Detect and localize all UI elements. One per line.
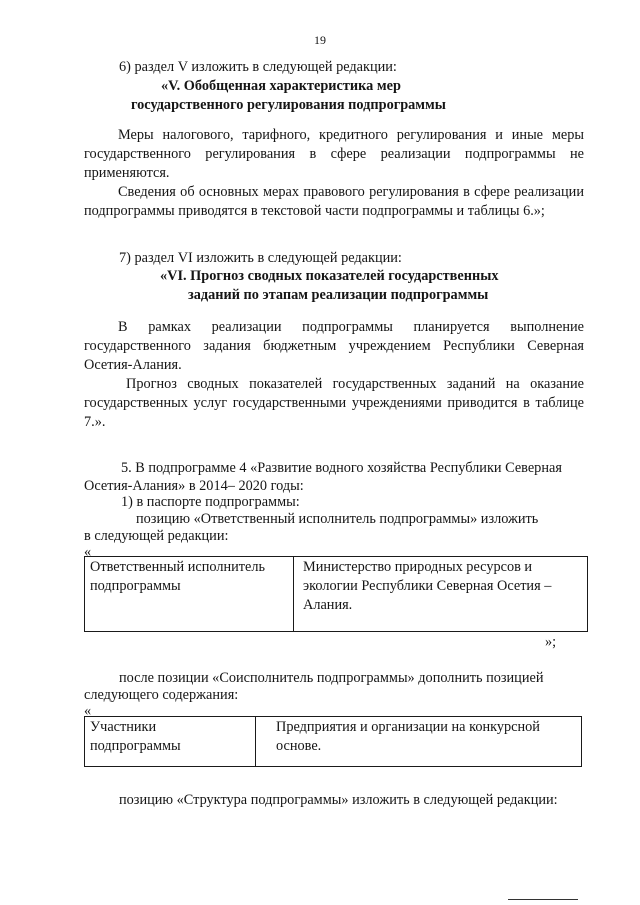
after-position-line1: после позиции «Соисполнитель подпрограммы» дополнить позицией <box>119 670 544 686</box>
table2-left-cell: Участники подпрограммы <box>85 717 256 767</box>
table2-right-cell: Предприятия и организации на конкурсной основе. <box>256 717 582 767</box>
item5-line1: 5. В подпрограмме 4 «Развитие водного хозяйства Республики Северная <box>121 460 562 476</box>
section6-intro: 6) раздел V изложить в следующей редакции: <box>119 59 397 75</box>
table1-closing: »; <box>545 634 557 650</box>
table2-open-quote: « <box>84 703 92 719</box>
responsible-executor-table <box>84 556 588 632</box>
item5-line2: Осетия-Алания» в 2014– 2020 годы: <box>84 478 304 494</box>
page-number: 19 <box>314 33 326 47</box>
item5-line5: в следующей редакции: <box>84 528 229 544</box>
structure-position-line: позицию «Структура подпрограммы» изложить в следующей редакции: <box>119 792 558 808</box>
section7-paragraph-1: В рамках реализации подпрограммы планируется выполнение государственного задания бюджетным учреждением Республики Северная Осетия-Алания. <box>84 319 584 373</box>
table1-left-cell: Ответственный исполнитель подпрограммы <box>85 557 294 632</box>
section7-intro: 7) раздел VI изложить в следующей редакции: <box>119 250 402 266</box>
section7-paragraph-2: Прогноз сводных показателей государственных заданий на оказание государственных услуг государственными учреждениями приводится в таблице 7.». <box>84 376 584 430</box>
table1-right-cell: Министерство природных ресурсов и экологии Республики Северная Осетия – Алания. <box>294 557 588 632</box>
section6-paragraph-2: Сведения об основных мерах правового регулирования в сфере реализации подпрограммы приводятся в текстовой части подпрограммы и таблицы 6.»; <box>84 184 584 219</box>
after-position-line2: следующего содержания: <box>84 687 239 703</box>
item5-line3: 1) в паспорте подпрограммы: <box>121 494 300 510</box>
section6-paragraph-1: Меры налогового, тарифного, кредитного регулирования и иные меры государственного регулирования в сфере реализации подпрограммы не применяются. <box>84 127 584 181</box>
section6-heading-line2: государственного регулирования подпрограммы <box>131 97 446 113</box>
table1-open-quote: « <box>84 544 92 560</box>
participants-table <box>84 716 582 767</box>
section7-heading-line2: заданий по этапам реализации подпрограммы <box>188 287 489 303</box>
section6-heading-line1: «V. Обобщенная характеристика мер <box>161 78 401 94</box>
section7-heading-line1: «VI. Прогноз сводных показателей государственных <box>160 268 499 284</box>
item5-line4: позицию «Ответственный исполнитель подпрограммы» изложить <box>136 511 539 527</box>
footer-rule <box>508 899 578 900</box>
